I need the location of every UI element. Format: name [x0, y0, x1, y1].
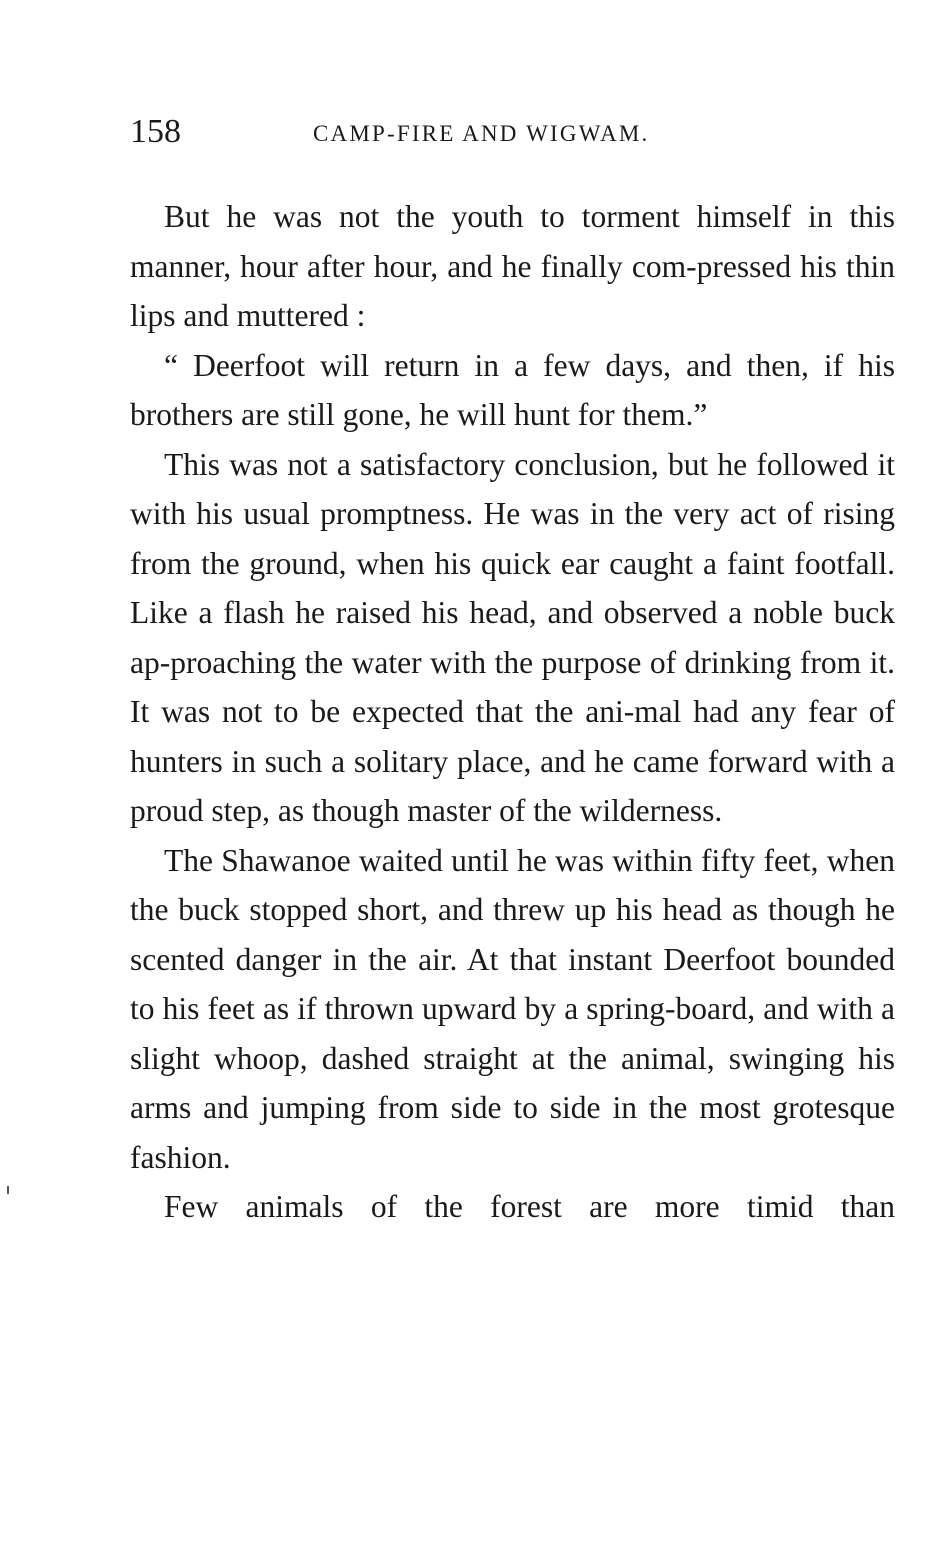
page-header [130, 112, 895, 152]
body-text [130, 192, 895, 1232]
paragraph: Few animals of the forest are more timid than [164, 1189, 895, 1224]
paragraph: This was not a satisfactory conclusion, but he followed it with his usual promptness. He was in the very act of rising from the ground, when his quick ear caught a faint footfall. Like a flash he raised his head, and observed a noble buck ap-proaching the water with the purpose of drinking from it. It was not to be expected that the ani-mal had any fear of hunters in such a solitary place, and he came forward with a proud step, as though master of the wilderness. [130, 446, 895, 828]
running-title: CAMP-FIRE AND WIGWAM. [313, 121, 650, 146]
paragraph: “ Deerfoot will return in a few days, and then, if his brothers are still gone, he will hunt for them.” [130, 347, 895, 432]
margin-mark [7, 1186, 9, 1194]
paragraph: But he was not the youth to torment himself in this manner, hour after hour, and he finally com-pressed his thin lips and muttered : [130, 199, 895, 333]
page-number: 158 [130, 113, 181, 150]
paragraph: The Shawanoe waited until he was within fifty feet, when the buck stopped short, and threw up his head as though he scented danger in the air. At that instant Deerfoot bounded to his feet as if thrown upward by a spring-board, and with a slight whoop, dashed straight at the animal, swinging his arms and jumping from side to side in the most grotesque fashion. [130, 842, 895, 1175]
